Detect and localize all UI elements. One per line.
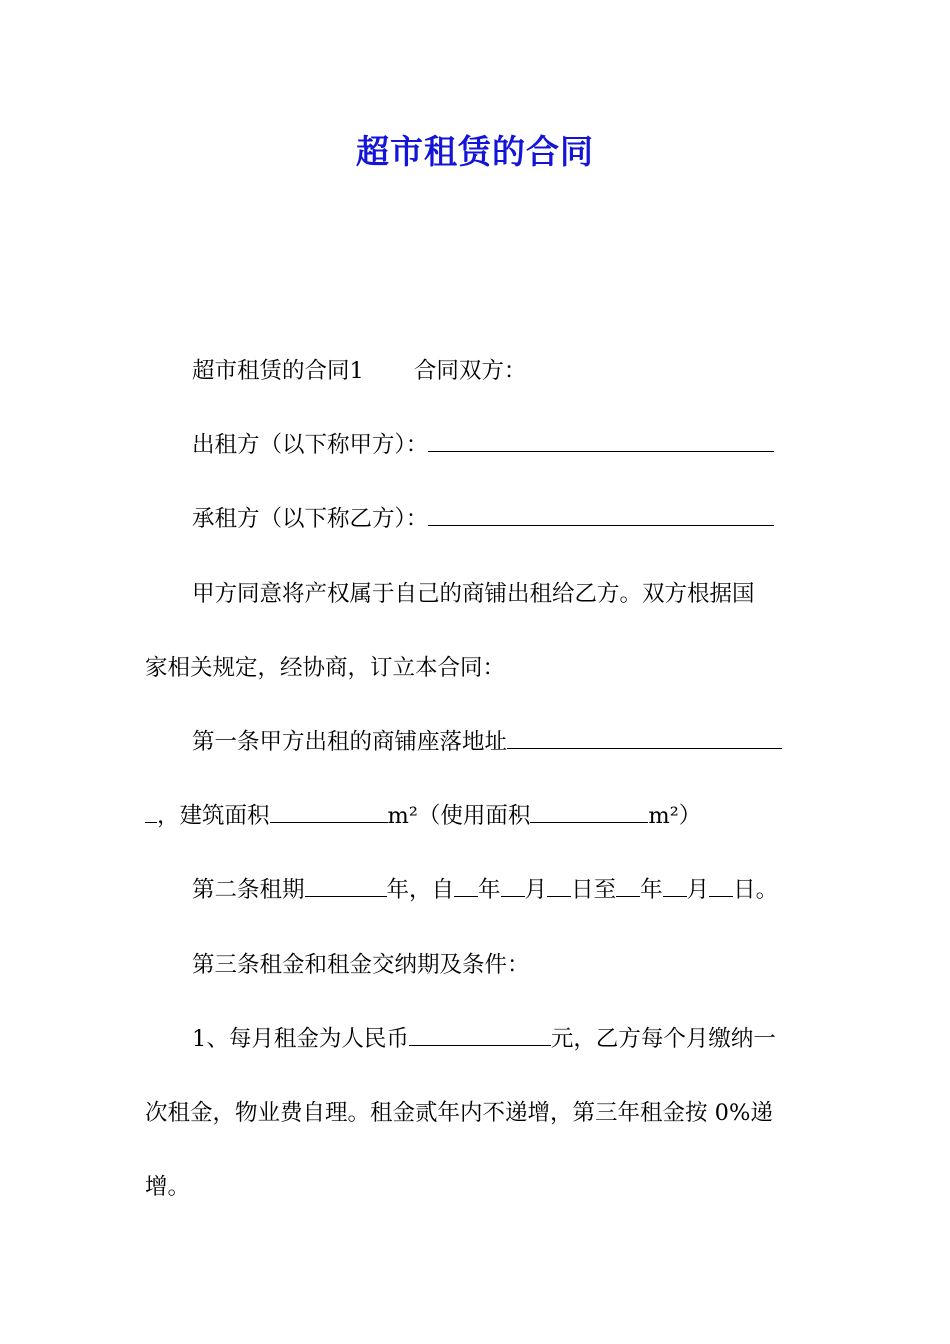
article-2-label: 第二条租期	[192, 877, 305, 904]
usable-area-label: m²（使用面积	[387, 803, 531, 830]
end-month-blank	[663, 876, 687, 897]
paragraph-lessor	[145, 408, 810, 482]
start-month-text: 月	[524, 877, 548, 904]
start-day-text: 日至	[571, 877, 617, 904]
lessor-label: 出租方（以下称甲方）：	[192, 432, 429, 459]
paragraph-article-1-line-1	[145, 705, 810, 779]
paragraph-heading	[145, 334, 810, 408]
building-area-blank	[270, 802, 388, 823]
paragraph-article-2	[145, 853, 810, 927]
clause-1-prefix: 1、每月租金为人民币	[192, 1025, 409, 1052]
paragraph-intro-line-2	[145, 631, 810, 705]
article-1-label: 第一条甲方出租的商铺座落地址	[192, 729, 508, 756]
paragraph-article-1-line-2	[145, 779, 810, 853]
clause-1-line-3: 增。	[145, 1174, 191, 1201]
paragraph-clause-1-line-2	[145, 1076, 810, 1150]
paragraph-intro-line-1	[145, 557, 810, 631]
paragraph-clause-1-line-3	[145, 1150, 810, 1224]
usable-area-blank	[530, 802, 648, 823]
lessee-blank	[428, 505, 774, 526]
start-year-blank	[454, 876, 478, 897]
article-3-label: 第三条租金和租金交纳期及条件：	[192, 951, 530, 978]
end-year-blank	[616, 876, 640, 897]
end-day-blank	[709, 876, 733, 897]
clause-1-after-blank: 元，乙方每个月缴纳一	[550, 1025, 776, 1052]
document-body	[145, 334, 810, 1224]
start-month-blank	[501, 876, 525, 897]
start-day-blank	[547, 876, 571, 897]
term-year-text: 年，自	[386, 877, 455, 904]
end-day-text: 日。	[733, 877, 779, 904]
address-blank-continued	[145, 802, 157, 823]
lessee-label: 承租方（以下称乙方）：	[192, 506, 429, 533]
end-month-text: 月	[686, 877, 710, 904]
intro-text-b: 家相关规定，经协商，订立本合同：	[145, 654, 506, 681]
term-years-blank	[305, 876, 387, 897]
document-title: 超市租赁的合同	[356, 132, 594, 171]
address-blank	[507, 728, 782, 749]
clause-1-line-2: 次租金，物业费自理。租金贰年内不递增，第三年租金按 0%递	[145, 1100, 773, 1127]
building-area-label: ，建筑面积	[157, 803, 270, 830]
contract-heading: 超市租赁的合同1	[192, 358, 364, 384]
rent-amount-blank	[409, 1025, 551, 1046]
intro-text-a: 甲方同意将产权属于自己的商铺出租给乙方。双方根据国	[192, 580, 755, 607]
paragraph-article-3	[145, 928, 810, 1002]
area-unit: m²）	[648, 803, 702, 830]
start-year-text: 年	[478, 877, 501, 904]
lessor-blank	[428, 431, 774, 452]
parties-label: 合同双方：	[413, 358, 527, 384]
end-year-text: 年	[640, 877, 663, 904]
paragraph-clause-1-line-1	[145, 1002, 810, 1076]
paragraph-lessee	[145, 482, 810, 556]
